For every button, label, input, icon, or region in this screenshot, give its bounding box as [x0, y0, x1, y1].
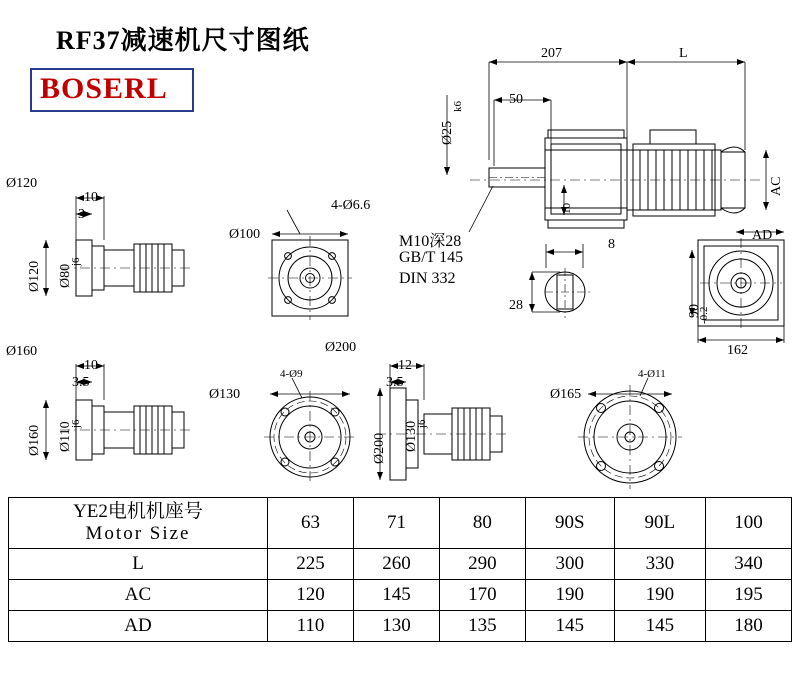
flange165-bolt-circle-label: Ø165 — [550, 387, 582, 402]
table-row — [9, 610, 792, 641]
flange120-center-dia-label: Ø80 — [58, 263, 73, 288]
flange160-center-dia-label: Ø110 — [58, 421, 73, 452]
dim-28-label: 28 — [509, 298, 523, 313]
flange130-bolt-circle-label: Ø130 — [209, 387, 241, 402]
flange165-holes-label: 4-Ø11 — [638, 368, 666, 380]
flange120-outer-dia-label: Ø120 — [6, 176, 38, 191]
flange200-dim-3p5-label: 3.5 — [386, 375, 404, 390]
thread-note-line2: GB/T 145 — [399, 249, 464, 266]
size-cell-3: 80 — [439, 498, 525, 549]
flange160-dim-3p5-label: 3.5 — [72, 375, 90, 390]
dim-90-label: 90 — [687, 304, 702, 318]
size-cell-4: 90S — [525, 498, 614, 549]
AC-value-2: 145 — [353, 579, 439, 610]
L-value-5: 330 — [614, 548, 705, 579]
flange120-dim-3-label: 3 — [78, 207, 85, 222]
flange200-center-dia-label: Ø130 — [404, 420, 419, 452]
table-row — [9, 548, 792, 579]
row-label-AD: AD — [9, 610, 268, 641]
thread-note-line1: M10深28 — [399, 233, 462, 250]
size-cell-6: 100 — [706, 498, 792, 549]
flange200-dim-12-label: 12 — [398, 358, 412, 373]
size-cell-5: 90L — [614, 498, 705, 549]
shaft-diameter-label: Ø25 — [440, 120, 455, 145]
flange200-tolerance-label: j6 — [416, 419, 428, 428]
flange120-tolerance-label: j6 — [70, 257, 82, 266]
flange160-tolerance-label: j6 — [70, 419, 82, 428]
L-value-3: 290 — [439, 548, 525, 579]
size-cell-2: 71 — [353, 498, 439, 549]
AD-value-1: 110 — [268, 610, 354, 641]
dim-10-main-label: 10 — [561, 203, 573, 214]
page-title: RF37减速机尺寸图纸 — [56, 26, 310, 55]
brand-logo: BOSERL — [40, 72, 168, 105]
AC-value-5: 190 — [614, 579, 705, 610]
L-value-6: 340 — [706, 548, 792, 579]
flange200-side-dia-label: Ø200 — [372, 432, 387, 464]
AD-value-2: 130 — [353, 610, 439, 641]
AC-value-3: 170 — [439, 579, 525, 610]
motor-size-table — [8, 497, 792, 642]
flange160-dim-10-label: 10 — [84, 358, 98, 373]
shaft-tolerance-label: k6 — [452, 101, 464, 112]
table-header-cn: YE2电机机座号 — [73, 501, 203, 522]
AD-value-4: 145 — [525, 610, 614, 641]
row-label-AC: AC — [9, 579, 268, 610]
flange120-side-dia-label: Ø120 — [27, 260, 42, 292]
dim-90-tolerance-label: -0.2 — [698, 306, 710, 324]
AD-value-5: 145 — [614, 610, 705, 641]
AC-value-6: 195 — [706, 579, 792, 610]
dim-8-label: 8 — [608, 237, 615, 252]
size-cell-1: 63 — [268, 498, 354, 549]
dim-207-label: 207 — [541, 46, 562, 61]
thread-note-line3: DIN 332 — [399, 270, 456, 287]
AC-value-4: 190 — [525, 579, 614, 610]
dim-L-label: L — [679, 46, 688, 61]
dim-162-label: 162 — [727, 343, 748, 358]
dim-AD-label: AD — [752, 228, 773, 243]
table-header-en: Motor Size — [85, 522, 191, 544]
flange200-outer-dia-label: Ø200 — [325, 340, 357, 355]
L-value-4: 300 — [525, 548, 614, 579]
flange160-outer-dia-label: Ø160 — [6, 344, 38, 359]
table-row — [9, 579, 792, 610]
AD-value-6: 180 — [706, 610, 792, 641]
AC-value-1: 120 — [268, 579, 354, 610]
flange120-dim-10-label: 10 — [84, 190, 98, 205]
dim-50-label: 50 — [509, 92, 523, 107]
table-header-row — [9, 498, 792, 549]
flange160-side-dia-label: Ø160 — [27, 424, 42, 456]
flange100-bolt-circle-label: Ø100 — [229, 227, 261, 242]
flange130-holes-label: 4-Ø9 — [280, 368, 303, 380]
flange100-holes-label: 4-Ø6.6 — [331, 198, 371, 213]
row-label-L: L — [9, 548, 268, 579]
AD-value-3: 135 — [439, 610, 525, 641]
dim-AC-label: AC — [769, 176, 784, 196]
table-header-cell — [9, 498, 268, 549]
L-value-2: 260 — [353, 548, 439, 579]
L-value-1: 225 — [268, 548, 354, 579]
